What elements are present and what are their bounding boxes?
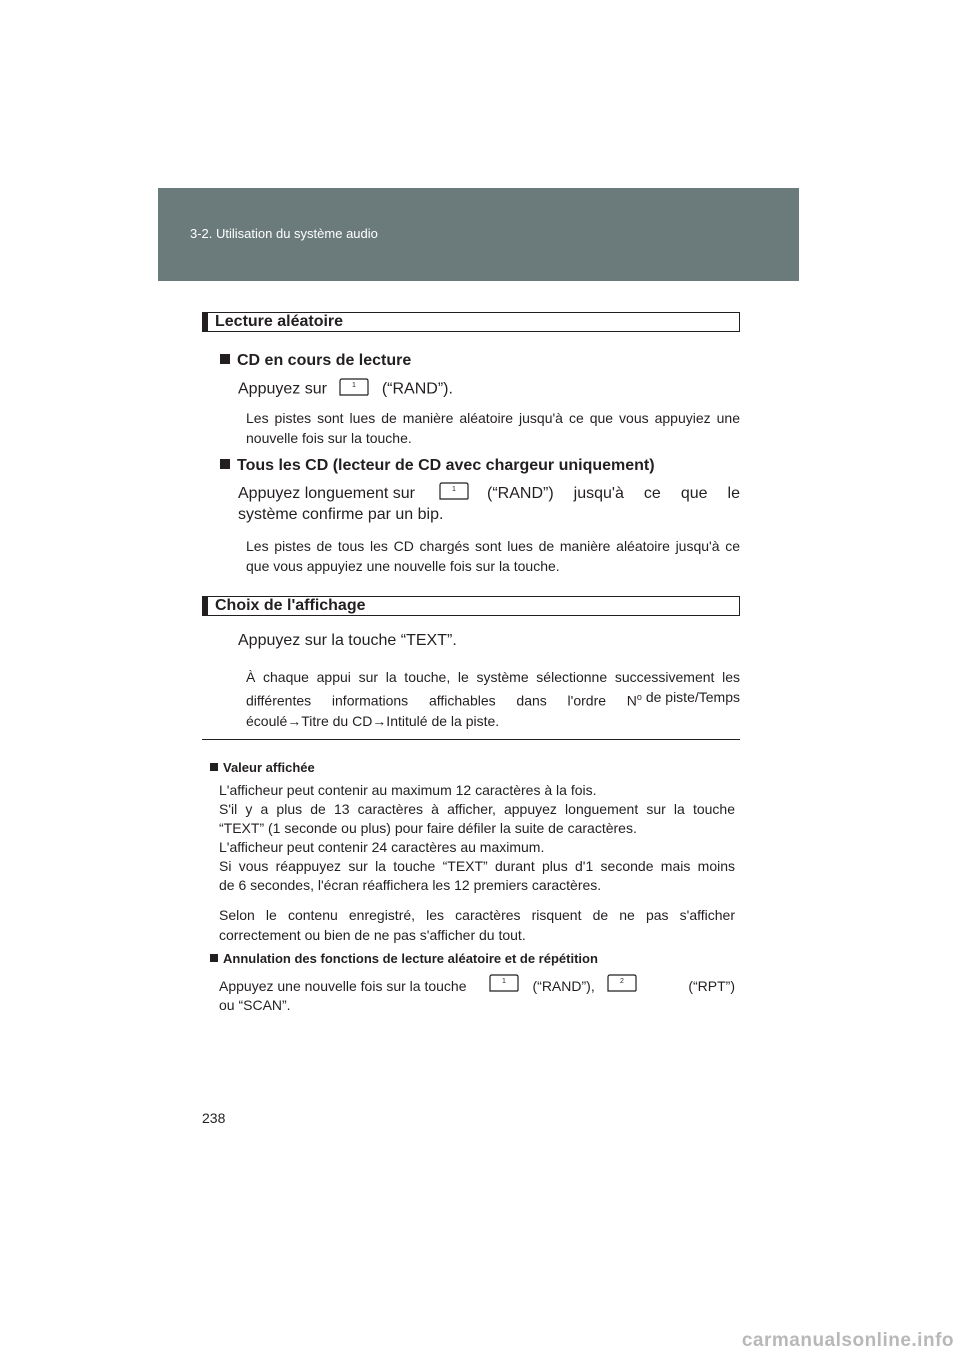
- section-title-choix-affichage: Choix de l'affichage: [202, 596, 740, 616]
- svg-text:1: 1: [352, 382, 357, 389]
- section-title-lecture-aleatoire: Lecture aléatoire: [202, 312, 740, 332]
- note-rand-all: Les pistes de tous les CD chargés sont lues de manière aléatoire jusqu'à ce que vous appuyiez une nouvelle fois sur la touche.: [246, 538, 740, 574]
- note-valeur-body: L'afficheur peut contenir au maximum 12 caractères à la fois. S'il y a plus de 13 caractères à afficher, appuyez longuement sur la touche “TEXT” (1 seconde ou plus) pour faire défiler la suite de caractères. L'afficheur peut contenir 24 caractères au maximum. Si vous réappuyez sur la touche “TEXT” durant plus d'1 seconde mais moins de 6 secondes, l'écran réaffichera les 12 premiers caractères.: [219, 782, 735, 893]
- section-breadcrumb: 3-2. Utilisation du système audio: [190, 226, 378, 241]
- divider: [202, 739, 740, 740]
- note-annulation-line1: Appuyez une nouvelle fois sur la touche 1 (“RAND”), 2 (“RPT”): [219, 974, 735, 997]
- instruction-text: Appuyez sur la touche “TEXT”.: [238, 632, 457, 649]
- section-header: [158, 188, 799, 281]
- note-rand: Les pistes sont lues de manière aléatoire jusqu'à ce que vous appuyiez une nouvelle fois sur la touche.: [246, 410, 740, 446]
- note-heading-annulation: Annulation des fonctions de lecture aléatoire et de répétition: [210, 951, 598, 966]
- page-number: 238: [202, 1110, 226, 1126]
- svg-text:1: 1: [452, 486, 456, 493]
- key-1-icon: [339, 378, 369, 401]
- instruction-rand-long: Appuyez longuement sur 1 (“RAND”) jusqu'à ce que le: [238, 482, 740, 505]
- square-bullet-icon: [210, 763, 218, 771]
- note-heading-valeur: Valeur affichée: [210, 760, 315, 775]
- square-bullet-icon: [220, 354, 230, 364]
- key-2-icon: [607, 974, 637, 997]
- instruction-rand-long-line2: système confirme par un bip.: [238, 506, 444, 523]
- note-annulation-line2: ou “SCAN”.: [219, 997, 291, 1013]
- watermark: carmanualsonline.info: [741, 1330, 954, 1351]
- svg-text:2: 2: [619, 978, 624, 985]
- note-text: À chaque appui sur la touche, le système sélectionne successivement les différentes informations affichables dans l'ordre $N^o$ de piste/Temps écoulé→Titre du CD→Intitulé de la piste.: [246, 669, 740, 729]
- square-bullet-icon: [210, 954, 218, 962]
- note-valeur-p2: Selon le contenu enregistré, les caractères risquent de ne pas s'afficher correctement ou bien de ne pas s'afficher du tout.: [219, 907, 735, 943]
- instruction-rand: Appuyez sur 1 (“RAND”).: [238, 378, 598, 401]
- key-1-icon: [489, 974, 519, 997]
- key-1-icon: [439, 482, 469, 505]
- square-bullet-icon: [220, 459, 230, 469]
- svg-text:1: 1: [501, 978, 506, 985]
- subheading-cd-en-cours: CD en cours de lecture: [220, 352, 411, 370]
- subheading-tous-les-cd: Tous les CD (lecteur de CD avec chargeur uniquement): [220, 457, 655, 475]
